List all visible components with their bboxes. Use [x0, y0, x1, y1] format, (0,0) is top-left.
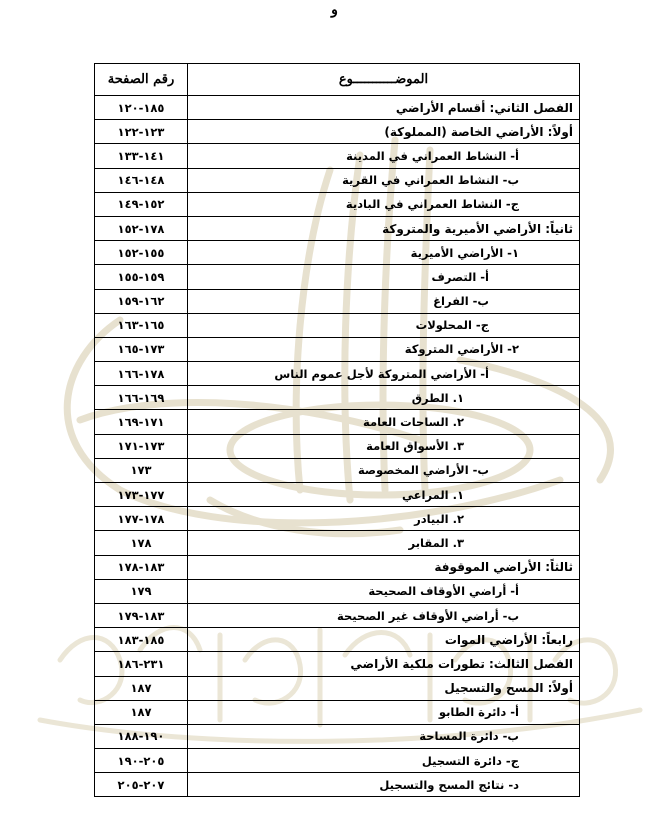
- toc-subject: [188, 483, 580, 507]
- toc-page-range: ١٧٧-١٧٣: [95, 483, 188, 507]
- toc-row: [95, 289, 580, 313]
- toc-row: [95, 337, 580, 361]
- toc-page-range: ١٧٨: [95, 531, 188, 555]
- toc-row: [95, 483, 580, 507]
- toc-subject-text: ب- النشاط العمراني في القرية: [342, 173, 519, 188]
- toc-subject: [188, 507, 580, 531]
- toc-subject-text: ثانياً: الأراضي الأميرية والمتروكة: [382, 221, 573, 236]
- toc-subject: [188, 652, 580, 676]
- toc-subject: [188, 386, 580, 410]
- toc-row: [95, 386, 580, 410]
- toc-page-range: ١٦٥-١٦٣: [95, 313, 188, 337]
- toc-page-range: ١٧٨-١٦٦: [95, 362, 188, 386]
- toc-page-range: ١٩٠-١٨٨: [95, 724, 188, 748]
- toc-row: [95, 241, 580, 265]
- toc-page-range: ١٨٥-١٨٣: [95, 628, 188, 652]
- toc-subject-text: ب- الأراضي المخصوصة: [357, 463, 489, 478]
- toc-subject: [188, 265, 580, 289]
- toc-row: [95, 120, 580, 144]
- toc-subject-text: ٣. المقابر: [408, 535, 464, 550]
- toc-row: [95, 362, 580, 386]
- subject-column-header: الموضـــــــــــوع: [188, 64, 580, 96]
- toc-subject-text: أ- الأراضي المتروكة لأجل عموم الناس: [274, 366, 489, 381]
- toc-row: [95, 724, 580, 748]
- toc-subject: [188, 628, 580, 652]
- toc-subject: [188, 434, 580, 458]
- toc-page-range: ١٨٧: [95, 700, 188, 724]
- toc-page-range: ١٥٥-١٥٢: [95, 241, 188, 265]
- toc-page-range: ١٦٩-١٦٦: [95, 386, 188, 410]
- toc-subject: [188, 603, 580, 627]
- toc-subject-text: ب- الفراغ: [433, 294, 489, 309]
- toc-subject: [188, 579, 580, 603]
- toc-row: [95, 265, 580, 289]
- toc-subject-text: أ- التصرف: [431, 269, 489, 284]
- toc-subject: [188, 120, 580, 144]
- toc-row: [95, 313, 580, 337]
- toc-page-range: ٢٣١-١٨٦: [95, 652, 188, 676]
- toc-subject: [188, 192, 580, 216]
- toc-subject-text: ب- دائرة المساحة: [419, 729, 519, 744]
- toc-subject-text: ٢. الساحات العامة: [362, 415, 464, 430]
- toc-row: [95, 676, 580, 700]
- toc-page-range: ١٧٣-١٧١: [95, 434, 188, 458]
- page-marker: و: [331, 2, 338, 18]
- toc-subject-text: ٢- الأراضي المتروكة: [404, 342, 519, 357]
- toc-subject: [188, 144, 580, 168]
- toc-subject: [188, 676, 580, 700]
- toc-subject-text: أ- النشاط العمراني في المدينة: [346, 148, 519, 163]
- toc-subject-text: أ- أراضي الأوقاف الصحيحة: [368, 584, 519, 599]
- toc-subject: [188, 700, 580, 724]
- toc-row: [95, 458, 580, 482]
- toc-page-range: ١٧٨-١٥٢: [95, 216, 188, 240]
- toc-row: [95, 628, 580, 652]
- toc-subject: [188, 168, 580, 192]
- toc-row: [95, 192, 580, 216]
- toc-subject-text: ج- دائرة التسجيل: [421, 753, 519, 768]
- toc-subject: [188, 531, 580, 555]
- toc-row: [95, 507, 580, 531]
- toc-row: [95, 410, 580, 434]
- toc-subject-text: أولاً: المسح والتسجيل: [444, 681, 573, 696]
- toc-subject-text: ٣. الأسواق العامة: [366, 439, 464, 454]
- toc-row: [95, 773, 580, 797]
- toc-page-range: ١٧٩: [95, 579, 188, 603]
- toc-subject-text: أ- دائرة الطابو: [438, 705, 519, 720]
- toc-subject-text: ١. الطرق: [411, 390, 464, 405]
- toc-subject-text: رابعاً: الأراضي الموات: [444, 632, 573, 647]
- table-of-contents: [94, 63, 580, 797]
- toc-body: [95, 96, 580, 797]
- toc-page-range: ١٤١-١٣٣: [95, 144, 188, 168]
- toc-subject-text: الفصل الثاني: أقسام الأراضي: [395, 100, 573, 115]
- toc-subject-text: ج- النشاط العمراني في البادية: [345, 197, 519, 212]
- toc-row: [95, 603, 580, 627]
- toc-page-range: ١٥٢-١٤٩: [95, 192, 188, 216]
- toc-row: [95, 96, 580, 120]
- toc-page-range: ١٥٩-١٥٥: [95, 265, 188, 289]
- toc-page-range: ٢٠٧-٢٠٥: [95, 773, 188, 797]
- toc-page-range: ١٢٣-١٢٢: [95, 120, 188, 144]
- toc-page-range: ١٨٥-١٢٠: [95, 96, 188, 120]
- toc-page-range: ١٧١-١٦٩: [95, 410, 188, 434]
- toc-subject: [188, 313, 580, 337]
- toc-row: [95, 652, 580, 676]
- page-column-header: رقم الصفحة: [95, 64, 188, 96]
- toc-subject-text: أولاً: الأراضي الخاصة (المملوكة): [384, 124, 573, 139]
- toc-page-range: ١٧٣: [95, 458, 188, 482]
- toc-subject-text: ١- الأراضي الأميرية: [410, 245, 519, 260]
- toc-subject: [188, 749, 580, 773]
- toc-page-range: ٢٠٥-١٩٠: [95, 749, 188, 773]
- table-header-row: [95, 64, 580, 96]
- toc-subject: [188, 337, 580, 361]
- toc-subject: [188, 241, 580, 265]
- toc-subject: [188, 773, 580, 797]
- toc-subject: [188, 289, 580, 313]
- toc-row: [95, 434, 580, 458]
- toc-row: [95, 144, 580, 168]
- toc-row: [95, 168, 580, 192]
- toc-subject: [188, 362, 580, 386]
- toc-subject-text: ثالثاً: الأراضي الموقوفة: [434, 560, 573, 575]
- toc-row: [95, 555, 580, 579]
- toc-page-range: ١٦٢-١٥٩: [95, 289, 188, 313]
- toc-subject-text: الفصل الثالث: تطورات ملكية الأراضي: [350, 656, 573, 671]
- toc-row: [95, 700, 580, 724]
- toc-subject: [188, 458, 580, 482]
- toc-row: [95, 216, 580, 240]
- toc-subject: [188, 724, 580, 748]
- toc-subject-text: د- نتائج المسح والتسجيل: [379, 777, 519, 792]
- toc-subject: [188, 216, 580, 240]
- toc-page-range: ١٧٣-١٦٥: [95, 337, 188, 361]
- toc-page-range: ١٨٣-١٧٩: [95, 603, 188, 627]
- toc-subject-text: ب- أراضي الأوقاف غير الصحيحة: [337, 608, 519, 623]
- toc-row: [95, 531, 580, 555]
- toc-subject-text: ج- المحلولات: [415, 318, 489, 333]
- toc-subject: [188, 410, 580, 434]
- toc-page-range: ١٨٧: [95, 676, 188, 700]
- toc-subject: [188, 555, 580, 579]
- toc-page-range: ١٤٨-١٤٦: [95, 168, 188, 192]
- toc-subject: [188, 96, 580, 120]
- toc-subject-text: ٢. البيادر: [414, 511, 464, 526]
- toc-page-range: ١٨٣-١٧٨: [95, 555, 188, 579]
- toc-row: [95, 579, 580, 603]
- toc-row: [95, 749, 580, 773]
- toc-subject-text: ١. المراعي: [402, 487, 464, 502]
- toc-page-range: ١٧٨-١٧٧: [95, 507, 188, 531]
